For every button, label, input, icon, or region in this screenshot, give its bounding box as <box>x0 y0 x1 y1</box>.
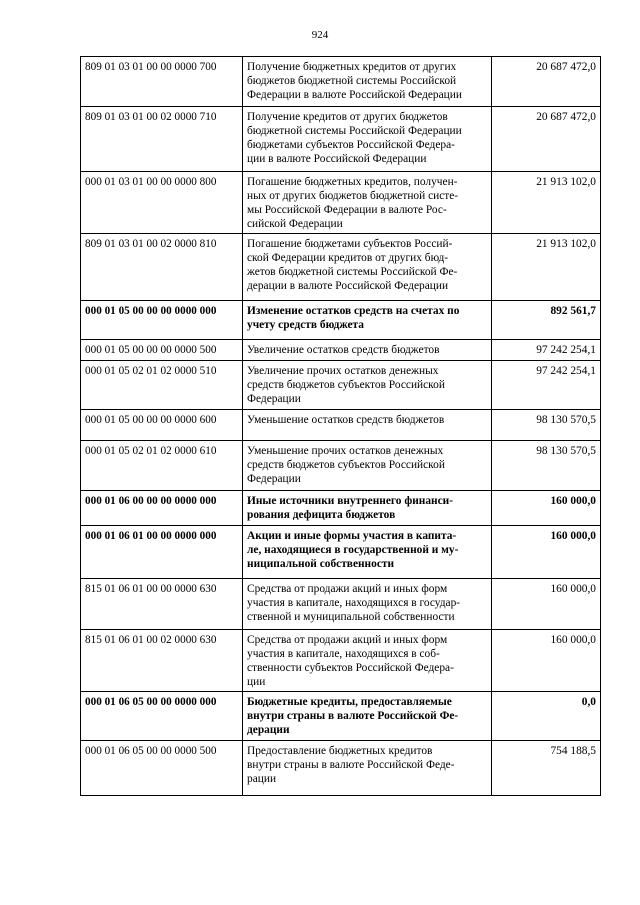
description-line: Средства от продажи акций и иных форм <box>247 583 448 595</box>
description-cell <box>243 340 492 361</box>
amount-cell: 97 242 254,1 <box>492 361 601 410</box>
description-line: Увеличение остатков средств бюджетов <box>247 344 440 356</box>
amount-cell: 98 130 570,5 <box>492 410 601 441</box>
budget-code-cell: 000 01 06 01 00 00 0000 000 <box>81 526 243 579</box>
description-line: Акции и иные формы участия в капита- <box>247 530 457 542</box>
description-line: Получение бюджетных кредитов от других <box>247 61 457 73</box>
description-line: Получение кредитов от других бюджетов <box>247 111 448 123</box>
description-line: участия в капитале, находящихся в государ- <box>247 597 461 609</box>
description-line: дерации <box>247 724 290 736</box>
description-cell <box>243 57 492 107</box>
amount-cell: 160 000,0 <box>492 579 601 630</box>
description-cell <box>243 234 492 301</box>
description-line: Уменьшение остатков средств бюджетов <box>247 414 445 426</box>
amount-cell: 160 000,0 <box>492 491 601 526</box>
table-row <box>81 234 601 301</box>
description-line: внутри страны в валюте Российской Феде- <box>247 759 455 771</box>
table-row <box>81 340 601 361</box>
budget-code-cell: 000 01 05 02 01 02 0000 510 <box>81 361 243 410</box>
description-line: рации <box>247 773 277 785</box>
budget-code-cell: 809 01 03 01 00 02 0000 810 <box>81 234 243 301</box>
description-line: Федерации <box>247 393 301 405</box>
description-line: Изменение остатков средств на счетах по <box>247 305 460 317</box>
budget-code-cell: 000 01 05 00 00 00 0000 000 <box>81 301 243 340</box>
description-line: Предоставление бюджетных кредитов <box>247 745 433 757</box>
table-row <box>81 579 601 630</box>
table-row <box>81 361 601 410</box>
description-line: дерации в валюте Российской Федерации <box>247 280 449 292</box>
budget-code-cell: 809 01 03 01 00 00 0000 700 <box>81 57 243 107</box>
amount-cell: 97 242 254,1 <box>492 340 601 361</box>
table-row <box>81 526 601 579</box>
budget-code-cell: 815 01 06 01 00 00 0000 630 <box>81 579 243 630</box>
description-line: ции в валюте Российской Федерации <box>247 153 427 165</box>
description-cell <box>243 741 492 796</box>
table-row <box>81 410 601 441</box>
description-line: Увеличение прочих остатков денежных <box>247 365 439 377</box>
amount-cell: 0,0 <box>492 692 601 741</box>
description-line: мы Российской Федерации в валюте Рос- <box>247 204 447 216</box>
description-line: Бюджетные кредиты, предоставляемые <box>247 696 452 708</box>
description-line: ской Федерации кредитов от других бюд- <box>247 252 449 264</box>
amount-cell: 160 000,0 <box>492 630 601 692</box>
description-line: ниципальной собственности <box>247 558 395 570</box>
description-line: Уменьшение прочих остатков денежных <box>247 445 444 457</box>
description-line: средств бюджетов субъектов Российской <box>247 459 445 471</box>
amount-cell: 160 000,0 <box>492 526 601 579</box>
budget-code-cell: 000 01 06 00 00 00 0000 000 <box>81 491 243 526</box>
description-line: ции <box>247 676 266 688</box>
table-row <box>81 172 601 234</box>
description-line: внутри страны в валюте Российской Фе- <box>247 710 459 722</box>
amount-cell: 754 188,5 <box>492 741 601 796</box>
amount-cell: 20 687 472,0 <box>492 107 601 172</box>
table-row <box>81 441 601 491</box>
description-line: ле, находящиеся в государственной и му- <box>247 544 459 556</box>
table-body <box>81 57 601 796</box>
description-cell <box>243 107 492 172</box>
budget-code-cell: 815 01 06 01 00 02 0000 630 <box>81 630 243 692</box>
description-cell <box>243 491 492 526</box>
budget-code-cell: 000 01 05 02 01 02 0000 610 <box>81 441 243 491</box>
table-row <box>81 107 601 172</box>
table-row <box>81 301 601 340</box>
table-row <box>81 692 601 741</box>
description-line: ственности субъектов Российской Федера- <box>247 662 454 674</box>
table-row <box>81 630 601 692</box>
description-cell <box>243 361 492 410</box>
amount-cell: 21 913 102,0 <box>492 234 601 301</box>
description-line: рования дефицита бюджетов <box>247 509 396 521</box>
description-cell <box>243 441 492 491</box>
budget-code-cell: 000 01 06 05 00 00 0000 000 <box>81 692 243 741</box>
budget-code-cell: 000 01 05 00 00 00 0000 600 <box>81 410 243 441</box>
description-line: участия в капитале, находящихся в соб- <box>247 648 440 660</box>
description-line: средств бюджетов субъектов Российской <box>247 379 445 391</box>
description-line: Федерации в валюте Российской Федерации <box>247 89 462 101</box>
description-cell <box>243 630 492 692</box>
budget-code-cell: 809 01 03 01 00 02 0000 710 <box>81 107 243 172</box>
description-line: жетов бюджетной системы Российской Фе- <box>247 266 458 278</box>
description-line: Средства от продажи акций и иных форм <box>247 634 448 646</box>
description-line: учету средств бюджета <box>247 319 364 331</box>
table-row <box>81 491 601 526</box>
table-row <box>81 57 601 107</box>
description-line: сийской Федерации <box>247 218 343 230</box>
description-cell <box>243 410 492 441</box>
budget-sources-table <box>80 56 601 796</box>
description-line: Погашение бюджетных кредитов, получен- <box>247 176 458 188</box>
description-cell <box>243 526 492 579</box>
amount-cell: 892 561,7 <box>492 301 601 340</box>
budget-code-cell: 000 01 05 00 00 00 0000 500 <box>81 340 243 361</box>
description-line: бюджетной системы Российской Федерации <box>247 125 462 137</box>
page-number: 924 <box>311 29 329 41</box>
description-line: ных от других бюджетов бюджетной систе- <box>247 190 459 202</box>
amount-cell: 98 130 570,5 <box>492 441 601 491</box>
description-cell <box>243 172 492 234</box>
budget-code-cell: 000 01 03 01 00 00 0000 800 <box>81 172 243 234</box>
description-cell <box>243 692 492 741</box>
amount-cell: 20 687 472,0 <box>492 57 601 107</box>
description-line: бюджетов бюджетной системы Российской <box>247 75 457 87</box>
description-line: Погашение бюджетами субъектов Россий- <box>247 238 453 250</box>
description-line: Иные источники внутреннего финанси- <box>247 495 454 507</box>
description-line: Федерации <box>247 473 301 485</box>
description-line: ственной и муниципальной собственности <box>247 611 455 623</box>
description-cell <box>243 579 492 630</box>
budget-code-cell: 000 01 06 05 00 00 0000 500 <box>81 741 243 796</box>
table-row <box>81 741 601 796</box>
description-line: бюджетами субъектов Российской Федера- <box>247 139 455 151</box>
description-cell <box>243 301 492 340</box>
amount-cell: 21 913 102,0 <box>492 172 601 234</box>
